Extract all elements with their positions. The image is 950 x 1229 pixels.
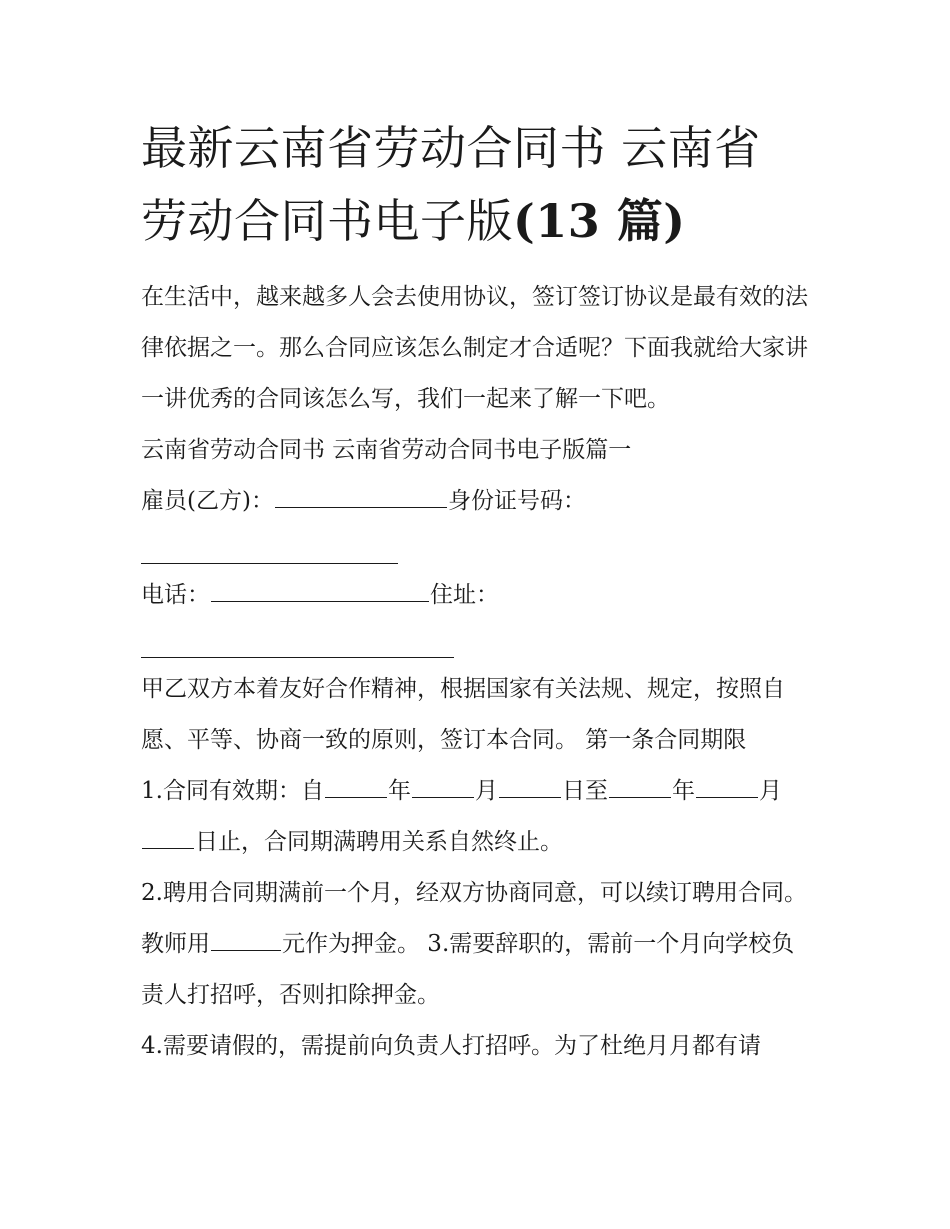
deposit-amount-blank[interactable] (211, 928, 281, 951)
document-title (141, 112, 813, 258)
section-heading: 云南省劳动合同书 云南省劳动合同书电子版篇一 (141, 437, 632, 463)
address-blank[interactable] (141, 621, 454, 658)
document-body (141, 272, 813, 1072)
id-number-blank[interactable] (141, 527, 398, 564)
phone-label: 电话： (141, 582, 210, 608)
employee-name-blank[interactable] (275, 485, 447, 508)
start-month-blank[interactable] (412, 775, 474, 798)
id-number-label: 身份证号码： (447, 488, 586, 514)
intro-paragraph: 在生活中，越来越多人会去使用协议，签订签订协议是最有效的法律依据之一。那么合同应该怎么制定才合适呢？下面我就给大家讲一讲优秀的合同该怎么写，我们一起来了解一下吧。 (141, 284, 808, 412)
phone-blank[interactable] (211, 579, 429, 602)
employee-label: 雇员(乙方)： (141, 488, 274, 514)
term-prefix: 1.合同有效期：自 (141, 778, 324, 804)
month-label: 月 (474, 778, 498, 804)
contract-term-paragraph (141, 766, 813, 868)
start-year-blank[interactable] (325, 775, 387, 798)
day-end-label: 日止，合同期满聘用关系自然终止。 (195, 829, 563, 855)
title-line-2: 劳动合同书电子版 (141, 194, 513, 248)
year-label: 年 (671, 778, 695, 804)
principle-paragraph: 甲乙双方本着友好合作精神，根据国家有关法规、规定，按照自愿、平等、协商一致的原则，签订本合同。 第一条合同期限 (141, 676, 785, 753)
employee-line (141, 476, 813, 527)
day-to-label: 日至 (561, 778, 608, 804)
renewal-text: 2.聘用合同期满前一个月，经双方协商同意，可以续订聘用合同。教师用 (141, 880, 807, 957)
renewal-paragraph (141, 868, 813, 1021)
end-month-blank[interactable] (696, 775, 758, 798)
month-label: 月 (758, 778, 782, 804)
title-line-1: 最新云南省劳动合同书 云南省 (141, 121, 761, 175)
document-page (141, 112, 813, 1072)
deposit-text: 元作为押金。 3.需要辞职的，需前一个月向学校负责人打招呼，否则扣除押金。 (141, 931, 795, 1008)
end-day-blank[interactable] (142, 826, 194, 849)
start-day-blank[interactable] (499, 775, 561, 798)
title-count: (13 篇) (513, 194, 686, 248)
end-year-blank[interactable] (609, 775, 671, 798)
address-label: 住址： (430, 582, 499, 608)
leave-paragraph: 4.需要请假的，需提前向负责人打招呼。为了杜绝月月都有请 (141, 1033, 761, 1059)
year-label: 年 (387, 778, 411, 804)
phone-line (141, 570, 813, 621)
